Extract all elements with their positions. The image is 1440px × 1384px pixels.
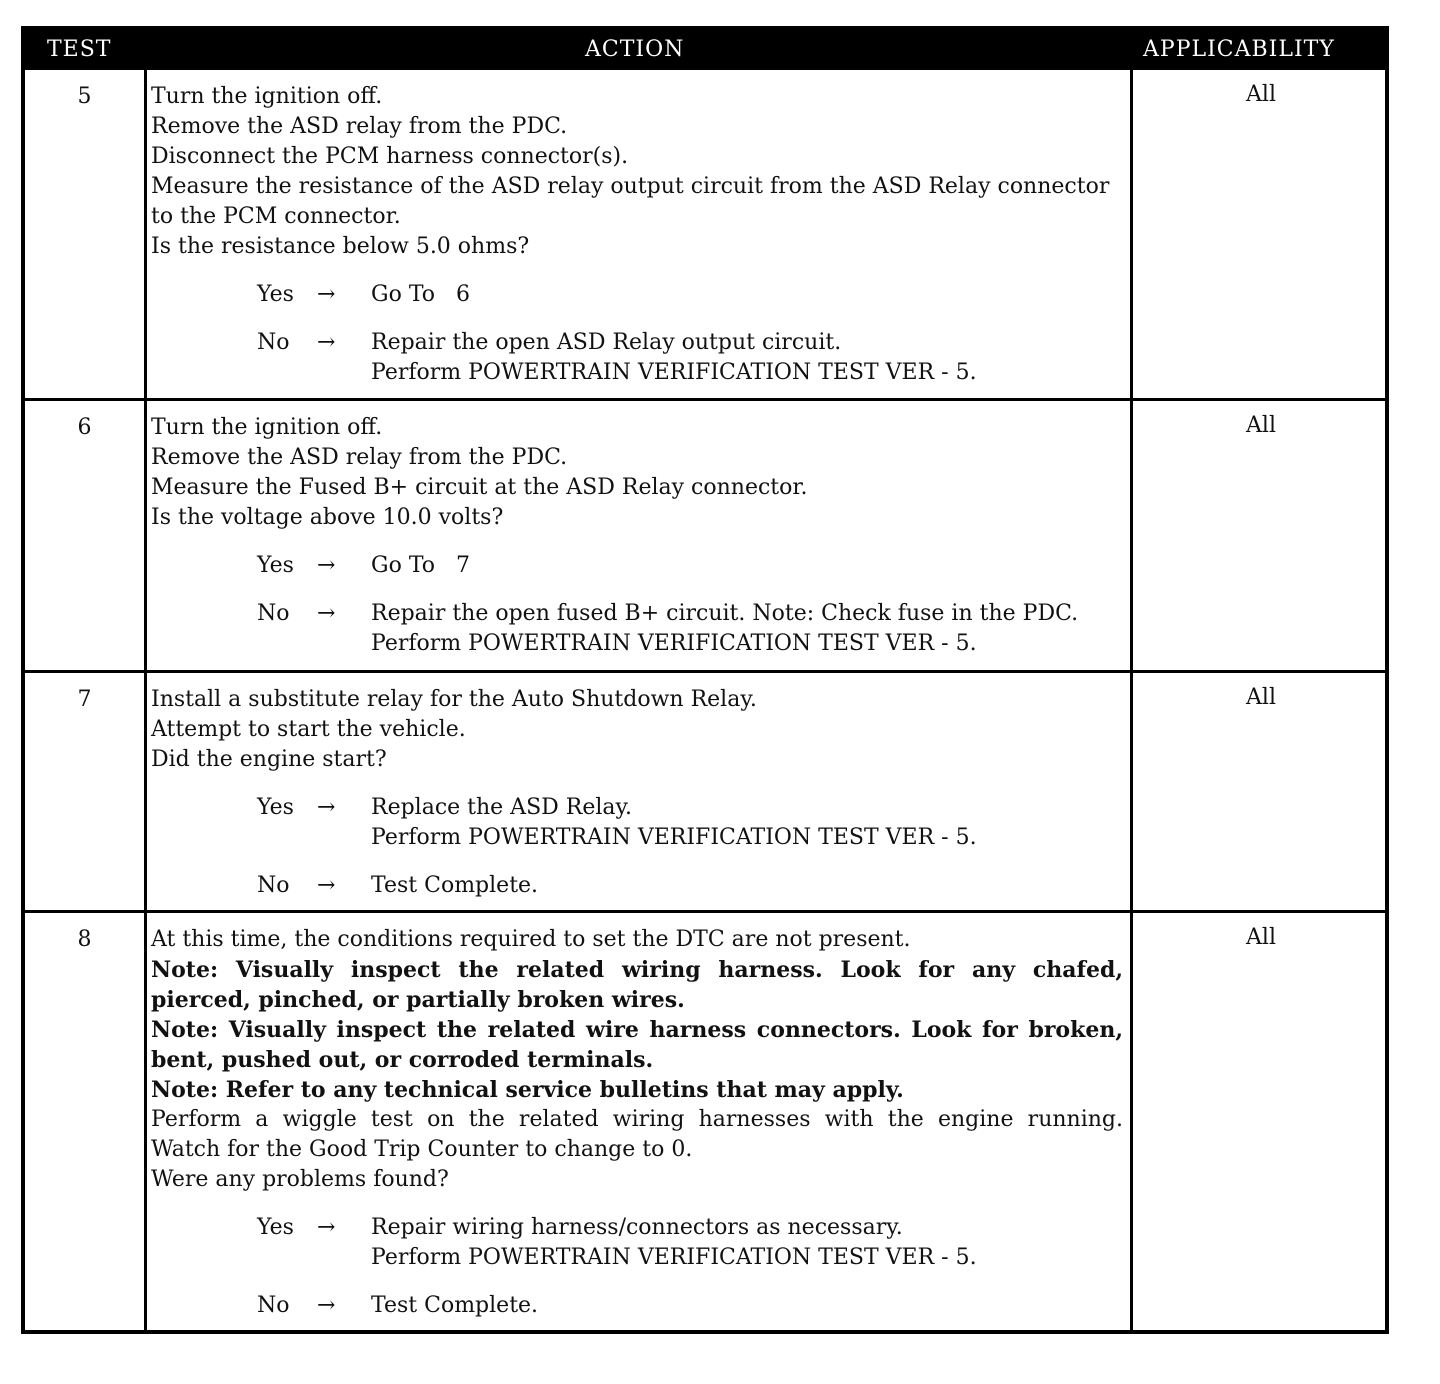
no-label: No: [257, 873, 290, 898]
arrow-icon: →: [317, 873, 336, 898]
instruction-line: to the PCM connector.: [151, 204, 401, 229]
arrow-icon: →: [317, 1215, 336, 1240]
instruction-line: Watch for the Good Trip Counter to change to 0.: [151, 1137, 693, 1162]
yes-result: Repair wiring harness/connectors as necessary. Perform POWERTRAIN VERIFICATION TEST VER - 5.: [371, 1215, 977, 1270]
instruction-line: Remove the ASD relay from the PDC.: [151, 114, 568, 139]
instruction-line: Is the voltage above 10.0 volts?: [151, 505, 504, 530]
diagnostic-test-table: [21, 26, 1389, 1334]
table-row-test-6: [25, 401, 1385, 671]
no-result: Test Complete.: [371, 1293, 539, 1318]
applicability-value: All: [1246, 925, 1276, 950]
action-cell: [151, 413, 1123, 659]
no-label: No: [257, 1293, 290, 1318]
instruction-line: Disconnect the PCM harness connector(s).: [151, 144, 629, 169]
arrow-icon: →: [317, 330, 336, 355]
instruction-line: Measure the resistance of the ASD relay output circuit from the ASD Relay connector: [151, 174, 1110, 199]
yes-label: Yes: [257, 553, 294, 578]
yes-result: Replace the ASD Relay. Perform POWERTRAIN VERIFICATION TEST VER - 5.: [371, 795, 977, 850]
note-line: Note: Refer to any technical service bulletins that may apply.: [151, 1077, 904, 1103]
instruction-line: Remove the ASD relay from the PDC.: [151, 445, 568, 470]
action-cell: [151, 82, 1123, 388]
instruction-line: At this time, the conditions required to set the DTC are not present.: [151, 927, 911, 952]
yes-label: Yes: [257, 1215, 294, 1240]
instruction-line: Install a substitute relay for the Auto Shutdown Relay.: [151, 687, 757, 712]
note-line: Note: Visually inspect the related wiring harness. Look for any chafed,: [151, 957, 1123, 983]
header-applicability: APPLICABILITY: [1143, 37, 1335, 62]
instruction-line: Attempt to start the vehicle.: [151, 717, 466, 742]
no-label: No: [257, 601, 290, 626]
instruction-line: Turn the ignition off.: [151, 415, 383, 440]
yes-branch: [151, 793, 1123, 853]
yes-result: Go To 6: [371, 282, 470, 307]
test-number: 7: [77, 687, 92, 712]
instruction-line: Measure the Fused B+ circuit at the ASD Relay connector.: [151, 475, 808, 500]
instruction-line: Were any problems found?: [151, 1167, 449, 1192]
arrow-icon: →: [317, 1293, 336, 1318]
applicability-value: All: [1246, 413, 1276, 438]
no-branch: [151, 599, 1123, 659]
no-branch: [151, 328, 1123, 388]
yes-label: Yes: [257, 282, 294, 307]
note-line: Note: Visually inspect the related wire harness connectors. Look for broken,: [151, 1017, 1123, 1043]
instruction-line: Is the resistance below 5.0 ohms?: [151, 234, 530, 259]
no-result: Repair the open ASD Relay output circuit. Perform POWERTRAIN VERIFICATION TEST VER - 5.: [371, 330, 977, 385]
yes-branch: [151, 1213, 1123, 1273]
instruction-line: Turn the ignition off.: [151, 84, 383, 109]
table-header: [25, 30, 1385, 70]
table-row-test-7: [25, 673, 1385, 911]
action-cell: [151, 685, 1123, 901]
no-label: No: [257, 330, 290, 355]
instruction-line: Perform a wiggle test on the related wiring harnesses with the engine running.: [151, 1107, 1123, 1132]
no-result: Repair the open fused B+ circuit. Note: Check fuse in the PDC. Perform POWERTRAIN VERIFICATION TEST VER - 5.: [371, 601, 1079, 656]
yes-result: Go To 7: [371, 553, 470, 578]
no-result: Test Complete.: [371, 873, 539, 898]
test-number: 8: [77, 927, 92, 952]
yes-label: Yes: [257, 795, 294, 820]
yes-branch: [151, 551, 1123, 581]
applicability-value: All: [1246, 685, 1276, 710]
table-row-test-5: [25, 70, 1385, 400]
table-row-test-8: [25, 913, 1385, 1333]
yes-branch: [151, 280, 1123, 310]
test-number: 6: [77, 415, 92, 440]
header-action: ACTION: [585, 37, 685, 62]
header-test: TEST: [47, 37, 112, 62]
no-branch: [151, 871, 1123, 901]
arrow-icon: →: [317, 553, 336, 578]
action-cell: [151, 925, 1123, 1321]
arrow-icon: →: [317, 795, 336, 820]
applicability-value: All: [1246, 82, 1276, 107]
arrow-icon: →: [317, 282, 336, 307]
note-line: bent, pushed out, or corroded terminals.: [151, 1047, 654, 1073]
arrow-icon: →: [317, 601, 336, 626]
instruction-line: Did the engine start?: [151, 747, 387, 772]
test-number: 5: [77, 84, 92, 109]
note-line: pierced, pinched, or partially broken wires.: [151, 987, 685, 1013]
no-branch: [151, 1291, 1123, 1321]
